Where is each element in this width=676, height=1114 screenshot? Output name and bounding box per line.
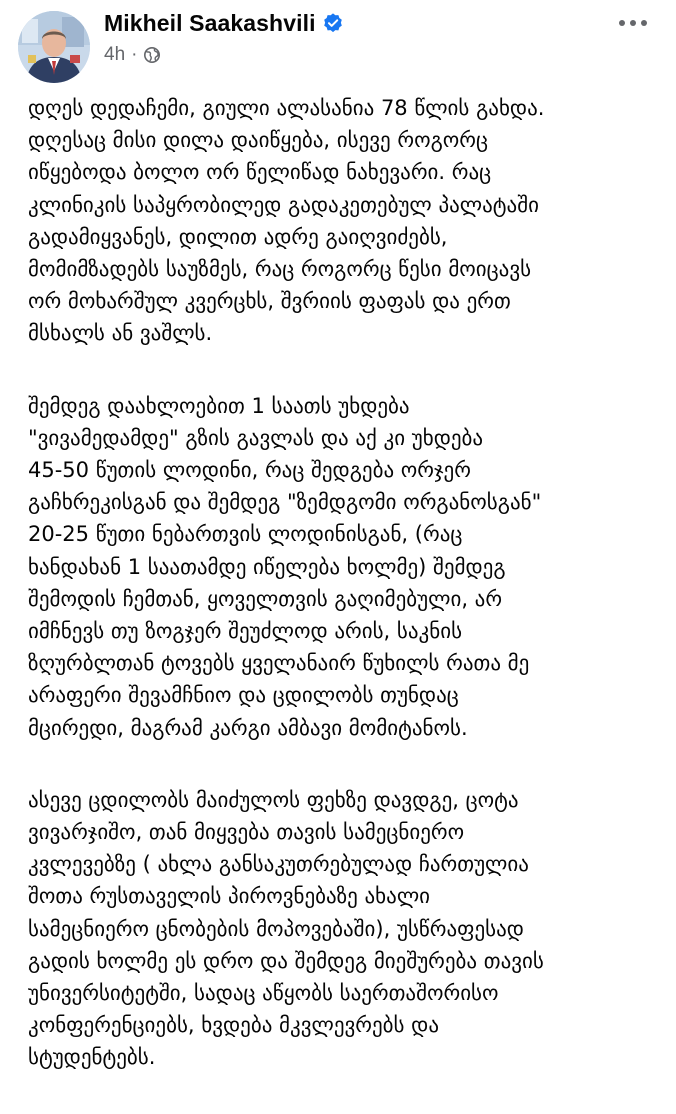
more-horizontal-icon [618,19,648,27]
post-meta [104,44,344,66]
post-body [28,92,658,1114]
author-row [104,8,344,38]
verified-badge-icon [322,12,344,34]
post-timestamp[interactable]: 4h [104,44,126,65]
profile-photo-image [18,11,90,83]
post-paragraph-2: შემდეგ დაახლოებით 1 საათს უხდება "ვივამედამდე" გზის გავლას და აქ კი უხდება 45-50 წუთის ლოდინი, რაც შედგება ორჯერ გაჩხრეკისგან და შემდეგ "ზემდგომი ორგანოსგან" 20-25 წუთი ნებართვის ლოდინისგან, (რაც ხანდახან 1 საათამდე იწელება ხოლმე) შემდეგ შემოდის ჩემთან, ყოველთვის გაღიმებული, არ იმჩნევს თუ ზოგჯერ შეუძლოდ არის, საკნის ზღურბლთან ტოვებს ყველანაირ წუხილს რათა მე არაფერი შევამჩნიო და ცდილობს თუნდაც მცირედი, მაგრამ კარგი ამბავი მომიტანოს. [28,393,542,740]
globe-icon[interactable] [143,46,161,64]
meta-separator: · [131,44,138,65]
author-avatar[interactable] [18,11,90,83]
more-options-button[interactable] [618,10,648,36]
post-paragraph-3: ასევე ცდილობს მაიძულოს ფეხზე დავდგე, ცოტა ვივარჯიშო, თან მიყვება თავის სამეცნიერო კვლევებზე ( ახლა განსაკუთრებულად ჩართულია შოთა რუსთაველის პიროვნებაზე ახალი სამეცნიერო ცნობების მოპოვებაში), უსწრაფესად გადის ხოლმე ეს დრო და შემდეგ მიეშურება თავის უნივერსიტეტში, სადაც აწყობს საერთაშორისო კონფერენციებს, ხვდება მკვლევრებს და სტუდენტებს. [28,787,544,1070]
post-header [0,0,676,80]
author-name[interactable]: Mikheil Saakashvili [104,9,316,36]
post-paragraph-1: დღეს დედაჩემი, გიული ალასანია 78 წლის გახდა. დღესაც მისი დილა დაიწყება, ისევე როგორც იწყებოდა ბოლო ორ წელიწად ნახევარი. რაც კლინიკის საპყრობილედ გადაკეთებულ პალატაში გადამიყვანეს, დილით ადრე გაიღვიძებს, მომიმზადებს საუზმეს, რაც როგორც წესი მოიცავს ორ მოხარშულ კვერცხს, შვრიის ფაფას და ერთ მსხალს ან ვაშლს. [28,96,545,346]
author-block [104,8,344,66]
